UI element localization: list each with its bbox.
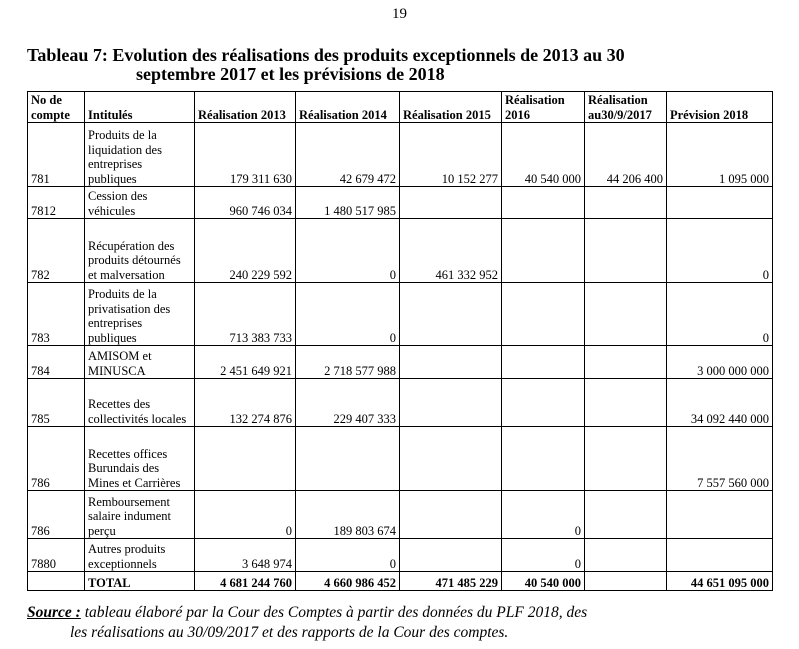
cell-p2018: 0 <box>667 283 773 346</box>
cell-r2016 <box>502 283 585 346</box>
page-number: 19 <box>392 6 407 22</box>
cell-compte: 781 <box>28 123 85 187</box>
cell-r2017 <box>585 491 667 539</box>
total-p2018: 44 651 095 000 <box>667 572 773 591</box>
cell-compte: 785 <box>28 379 85 427</box>
cell-r2015 <box>400 346 502 379</box>
header-realisation-2017: Réalisation au30/9/2017 <box>585 92 667 123</box>
cell-r2015 <box>400 491 502 539</box>
cell-r2017 <box>585 219 667 283</box>
cell-p2018: 3 000 000 000 <box>667 346 773 379</box>
cell-intitule: AMISOM et MINUSCA <box>85 346 195 379</box>
cell-r2016: 0 <box>502 491 585 539</box>
cell-p2018: 34 092 440 000 <box>667 379 773 427</box>
cell-compte: 786 <box>28 427 85 491</box>
cell-r2014: 229 407 333 <box>296 379 400 427</box>
cell-r2016 <box>502 219 585 283</box>
source-note <box>27 603 787 643</box>
cell-r2015 <box>400 427 502 491</box>
cell-p2018: 0 <box>667 219 773 283</box>
cell-r2013: 713 383 733 <box>195 283 296 346</box>
header-intitules: Intitulés <box>85 92 195 123</box>
header-realisation-2016: Réalisation 2016 <box>502 92 585 123</box>
cell-r2014: 189 803 674 <box>296 491 400 539</box>
header-no-compte: No de compte <box>28 92 85 123</box>
cell-compte: 786 <box>28 491 85 539</box>
cell-r2015: 10 152 277 <box>400 123 502 187</box>
cell-intitule: Produits de la privatisation des entreprises publiques <box>85 283 195 346</box>
total-r2016: 40 540 000 <box>502 572 585 591</box>
cell-r2013: 3 648 974 <box>195 539 296 572</box>
header-realisation-2015: Réalisation 2015 <box>400 92 502 123</box>
cell-compte: 783 <box>28 283 85 346</box>
cell-r2017 <box>585 283 667 346</box>
table-title-line1: Tableau 7: Evolution des réalisations des produits exceptionnels de 2013 au 30 <box>27 45 625 65</box>
total-label: TOTAL <box>85 572 195 591</box>
table-row <box>28 427 773 491</box>
cell-r2017 <box>585 379 667 427</box>
cell-p2018 <box>667 491 773 539</box>
cell-r2014: 0 <box>296 219 400 283</box>
cell-p2018 <box>667 187 773 219</box>
header-prevision-2018: Prévision 2018 <box>667 92 773 123</box>
source-label: Source : <box>27 604 81 621</box>
cell-r2013: 132 274 876 <box>195 379 296 427</box>
cell-r2014: 2 718 577 988 <box>296 346 400 379</box>
table-title <box>27 46 787 84</box>
cell-r2016 <box>502 346 585 379</box>
cell-r2016 <box>502 187 585 219</box>
cell-intitule: Autres produits exceptionnels <box>85 539 195 572</box>
cell-compte: 784 <box>28 346 85 379</box>
total-row <box>28 572 773 591</box>
table-row <box>28 346 773 379</box>
cell-r2016 <box>502 427 585 491</box>
cell-r2015 <box>400 187 502 219</box>
cell-r2013: 240 229 592 <box>195 219 296 283</box>
cell-r2013: 179 311 630 <box>195 123 296 187</box>
cell-r2013 <box>195 427 296 491</box>
cell-r2017 <box>585 187 667 219</box>
table-row <box>28 491 773 539</box>
table-header-row <box>28 92 773 123</box>
source-line2: les réalisations au 30/09/2017 et des rapports de la Cour des comptes. <box>70 624 509 641</box>
table-row <box>28 219 773 283</box>
cell-r2014: 0 <box>296 539 400 572</box>
cell-compte: 782 <box>28 219 85 283</box>
cell-r2013: 960 746 034 <box>195 187 296 219</box>
table-row <box>28 379 773 427</box>
cell-r2014: 42 679 472 <box>296 123 400 187</box>
cell-p2018 <box>667 539 773 572</box>
cell-intitule: Cession des véhicules <box>85 187 195 219</box>
total-r2013: 4 681 244 760 <box>195 572 296 591</box>
cell-p2018: 1 095 000 <box>667 123 773 187</box>
cell-p2018: 7 557 560 000 <box>667 427 773 491</box>
header-realisation-2014: Réalisation 2014 <box>296 92 400 123</box>
header-realisation-2013: Réalisation 2013 <box>195 92 296 123</box>
cell-intitule: Produits de la liquidation des entreprises publiques <box>85 123 195 187</box>
table-row <box>28 187 773 219</box>
cell-r2017 <box>585 427 667 491</box>
cell-intitule: Remboursement salaire indument perçu <box>85 491 195 539</box>
table-title-line2: septembre 2017 et les prévisions de 2018 <box>136 64 445 84</box>
cell-intitule: Recettes des collectivités locales <box>85 379 195 427</box>
table-row <box>28 123 773 187</box>
cell-r2014: 0 <box>296 283 400 346</box>
cell-r2016: 40 540 000 <box>502 123 585 187</box>
cell-r2017 <box>585 539 667 572</box>
cell-r2013: 0 <box>195 491 296 539</box>
total-r2014: 4 660 986 452 <box>296 572 400 591</box>
cell-r2017: 44 206 400 <box>585 123 667 187</box>
cell-compte: 7812 <box>28 187 85 219</box>
cell-r2015 <box>400 283 502 346</box>
cell-intitule: Recettes offices Burundais des Mines et Carrières <box>85 427 195 491</box>
table-row <box>28 539 773 572</box>
cell-compte: 7880 <box>28 539 85 572</box>
cell-r2015 <box>400 379 502 427</box>
table-row <box>28 283 773 346</box>
source-line1: tableau élaboré par la Cour des Comptes à partir des données du PLF 2018, des <box>80 604 588 621</box>
produits-exceptionnels-table <box>27 91 773 591</box>
cell-r2015: 461 332 952 <box>400 219 502 283</box>
cell-r2016: 0 <box>502 539 585 572</box>
cell-r2013: 2 451 649 921 <box>195 346 296 379</box>
cell-intitule: Récupération des produits détournés et malversation <box>85 219 195 283</box>
total-r2017 <box>585 572 667 591</box>
cell-r2017 <box>585 346 667 379</box>
cell-r2014 <box>296 427 400 491</box>
cell-compte <box>28 572 85 591</box>
total-r2015: 471 485 229 <box>400 572 502 591</box>
cell-r2014: 1 480 517 985 <box>296 187 400 219</box>
cell-r2016 <box>502 379 585 427</box>
cell-r2015 <box>400 539 502 572</box>
